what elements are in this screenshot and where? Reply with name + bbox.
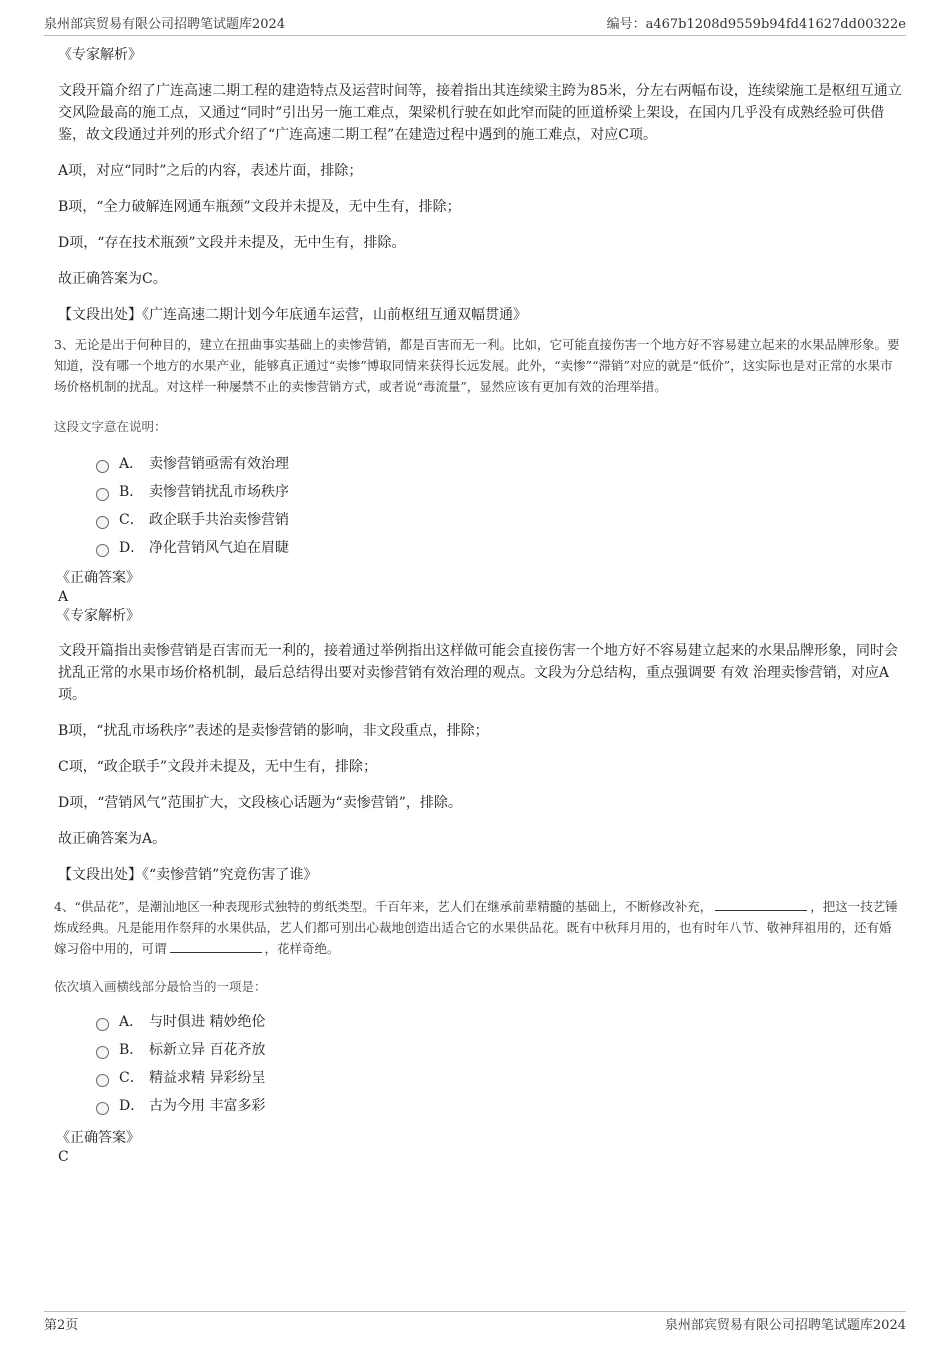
analysis-option-c: C项，“政企联手”文段并未提及，无中生有，排除； — [58, 759, 378, 775]
option-b[interactable]: B． 卖惨营销扰乱市场秩序 — [96, 477, 902, 505]
option-text: 卖惨营销扰乱市场秩序 — [149, 484, 289, 500]
analysis-text: 文段开篇介绍了广连高速二期工程的建造特点及运营时间等，接着指出其连续梁主跨为85米，分左右两幅布设，连续梁施工是枢纽互通立交风险最高的施工点，又通过“同时”引出另一施工难点，架梁机行驶在如此窄而陡的匝道桥梁上架设，在国内几乎没有成熟经验可供借鉴，故文段通过并列的形式介绍了“广连高速二期工程”在建造过程中遇到的施工难点，对应C项。 — [58, 83, 902, 143]
passage-source: 【文段出处】《“卖惨营销”究竟伤害了谁》 — [58, 867, 318, 883]
option-text: 标新立异 百花齐放 — [149, 1042, 266, 1058]
correct-answer-title: 《正确答案》 — [56, 570, 140, 586]
document-id: 编号：a467b1208d9559b94fd41627dd00322e — [606, 17, 906, 32]
radio-button-icon[interactable] — [96, 1102, 109, 1115]
option-text: 与时俱进 精妙绝伦 — [149, 1014, 266, 1030]
option-c[interactable]: C． 政企联手共治卖惨营销 — [96, 505, 902, 533]
analysis-conclusion: 故正确答案为A。 — [58, 831, 167, 847]
option-text: 古为今用 丰富多彩 — [149, 1098, 266, 1114]
page-number: 第2页 — [44, 1318, 79, 1333]
passage-source: 【文段出处】《广连高速二期计划今年底通车运营，山前枢纽互通双幅贯通》 — [58, 307, 527, 323]
option-d[interactable]: D． 净化营销风气迫在眉睫 — [96, 533, 902, 561]
page-header — [44, 13, 906, 36]
footer-title: 泉州部宾贸易有限公司招聘笔试题库2024 — [664, 1318, 906, 1333]
option-text: 净化营销风气迫在眉睫 — [149, 540, 289, 556]
analysis-option-d: D项，“存在技术瓶颈”文段并未提及，无中生有，排除。 — [58, 235, 406, 251]
question-3-options — [54, 449, 902, 561]
radio-button-icon[interactable] — [96, 1074, 109, 1087]
option-b[interactable]: B． 标新立异 百花齐放 — [96, 1035, 902, 1063]
radio-button-icon[interactable] — [96, 544, 109, 557]
analysis-option-d: D项，“营销风气”范围扩大，文段核心话题为“卖惨营销”，排除。 — [58, 795, 462, 811]
expert-analysis-title: 《专家解析》 — [58, 47, 142, 63]
radio-button-icon[interactable] — [96, 460, 109, 473]
option-text: 政企联手共治卖惨营销 — [149, 512, 289, 528]
question-4-prompt: 依次填入画横线部分最恰当的一项是： — [54, 979, 267, 994]
radio-button-icon[interactable] — [96, 488, 109, 501]
option-text: 卖惨营销亟需有效治理 — [149, 456, 289, 472]
correct-answer-title: 《正确答案》 — [56, 1130, 140, 1146]
radio-button-icon[interactable] — [96, 1046, 109, 1059]
radio-button-icon[interactable] — [96, 516, 109, 529]
analysis-option-b: B项，“全力破解连网通车瓶颈”文段并未提及，无中生有，排除； — [58, 199, 461, 215]
option-c[interactable]: C． 精益求精 异彩纷呈 — [96, 1063, 902, 1091]
radio-button-icon[interactable] — [96, 1018, 109, 1031]
question-3-stem: 3、无论是出于何种目的，建立在扭曲事实基础上的卖惨营销，都是百害而无一利。比如，它可能直接伤害一个地方好不容易建立起来的水果品牌形象。要知道，没有哪一个地方的水果产业，能够真正通过“卖惨”博取同情来获得长远发展。此外，“卖惨”“滞销”对应的就是“低价”，这实际也是对正常的水果市场价格机制的扰乱。对这样一种屡禁不止的卖惨营销方式，或者说“毒流量”，显然应该有更加有效的治理举措。 — [54, 337, 900, 394]
blank-1[interactable] — [715, 898, 807, 911]
correct-answer: A — [58, 589, 69, 605]
option-a[interactable]: A． 卖惨营销亟需有效治理 — [96, 449, 902, 477]
page-footer — [44, 1311, 906, 1333]
option-d[interactable]: D． 古为今用 丰富多彩 — [96, 1091, 902, 1119]
expert-analysis-title: 《专家解析》 — [56, 608, 140, 624]
analysis-text: 文段开篇指出卖惨营销是百害而无一利的，接着通过举例指出这样做可能会直接伤害一个地方好不容易建立起来的水果品牌形象，同时会扰乱正常的水果市场价格机制，最后总结得出要对卖惨营销有效治理的观点。文段为分总结构，重点强调要 有效 治理卖惨营销，对应A项。 — [58, 643, 898, 703]
analysis-option-a: A项，对应“同时”之后的内容，表述片面，排除； — [58, 163, 363, 179]
header-title: 泉州部宾贸易有限公司招聘笔试题库2024 — [44, 17, 286, 32]
question-4-stem: 4、“供品花”，是潮汕地区一种表现形式独特的剪纸类型。千百年来，艺人们在继承前辈精髓的基础上，不断修改补充， ，把这一技艺锤炼成经典。凡是能用作祭拜的水果供品，艺人们都可别出心裁地创造出适合它的水果供品花。既有中秋拜月用的，也有时年八节、敬神拜祖用的，还有婚嫁习俗中用的，可谓 ，花样奇绝。 — [54, 899, 898, 956]
page-content — [54, 44, 902, 1167]
analysis-option-b: B项，“扰乱市场秩序”表述的是卖惨营销的影响，非文段重点，排除； — [58, 723, 489, 739]
option-a[interactable]: A． 与时俱进 精妙绝伦 — [96, 1007, 902, 1035]
question-3-prompt: 这段文字意在说明： — [54, 419, 167, 434]
analysis-conclusion: 故正确答案为C。 — [58, 271, 167, 287]
correct-answer: C — [58, 1149, 69, 1165]
question-4-options — [54, 1007, 902, 1119]
option-text: 精益求精 异彩纷呈 — [149, 1070, 266, 1086]
blank-2[interactable] — [170, 940, 262, 953]
